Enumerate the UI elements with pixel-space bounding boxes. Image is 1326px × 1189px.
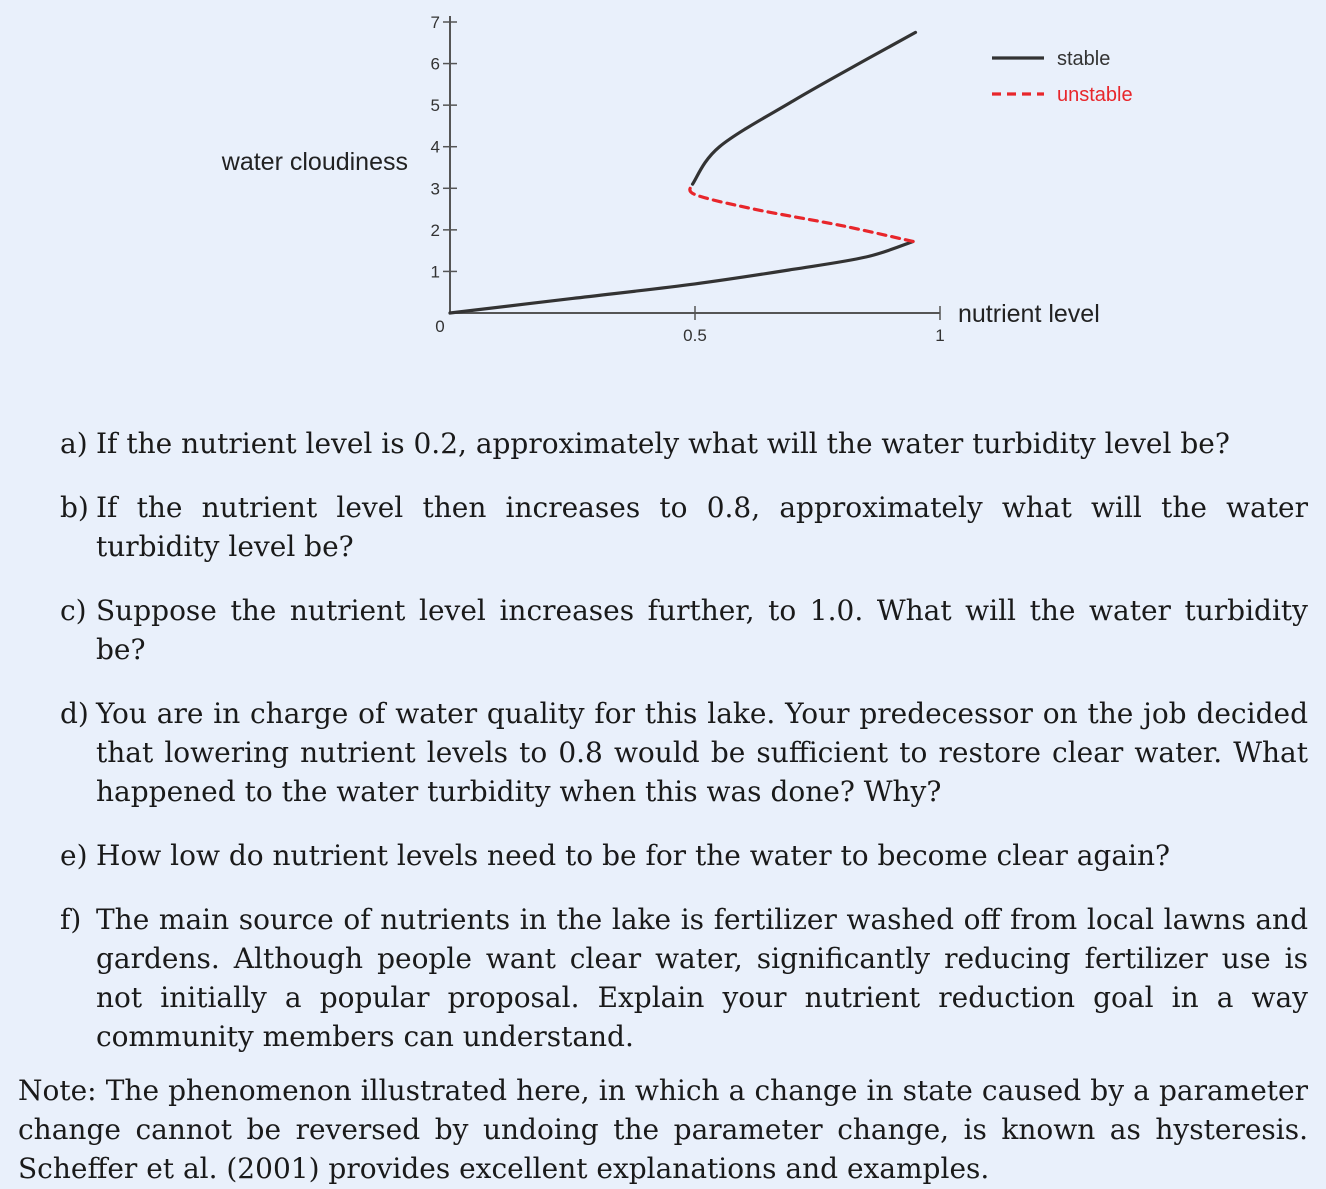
question-letter: c) <box>60 594 87 627</box>
hysteresis-chart <box>0 0 1326 360</box>
question-letter: a) <box>60 427 88 460</box>
question-letter: b) <box>60 491 89 524</box>
y-tick-label: 2 <box>430 220 440 240</box>
stable-branch-line <box>693 32 916 184</box>
unstable-branch-line <box>690 184 913 241</box>
question-item <box>46 836 1308 875</box>
stable-branch-line <box>450 241 913 313</box>
question-text: If the nutrient level then increases to 0.8, approximately what will the water turbidity level be? <box>96 491 1308 563</box>
question-letter: f) <box>60 903 82 936</box>
chart-ticks <box>431 13 945 345</box>
stable-legend-label: stable <box>1057 48 1111 70</box>
y-tick-label: 5 <box>430 96 440 116</box>
question-item <box>46 488 1308 566</box>
question-text: You are in charge of water quality for this lake. Your predecessor on the job decided that lowering nutrient levels to 0.8 would be sufficient to restore clear water. What happened to the water turbidity when this was done? Why? <box>96 697 1308 808</box>
question-item <box>46 694 1308 811</box>
y-tick-label: 7 <box>430 13 440 32</box>
question-item <box>46 424 1308 463</box>
question-text: If the nutrient level is 0.2, approximately what will the water turbidity level be? <box>96 427 1230 460</box>
question-text: The main source of nutrients in the lake is fertilizer washed off from local lawns and gardens. Although people want clear water, significantly reducing fertilizer use is not initially a popular proposal. Explain your nutrient reduction goal in a way community members can understand. <box>96 903 1308 1053</box>
x-axis-label: nutrient level <box>958 300 1100 328</box>
chart-curves <box>450 32 916 313</box>
question-letter: e) <box>60 839 88 872</box>
question-text: Suppose the nutrient level increases further, to 1.0. What will the water turbidity be? <box>96 594 1308 666</box>
question-item <box>46 900 1308 1056</box>
question-text: How low do nutrient levels need to be for the water to become clear again? <box>96 839 1171 872</box>
question-list <box>46 424 1308 1081</box>
x-tick-label: 0 <box>435 317 445 336</box>
y-axis-label: water cloudiness <box>221 148 408 176</box>
x-tick-label: 0.5 <box>683 326 707 345</box>
chart-legend <box>992 48 1133 106</box>
note-paragraph: Note: The phenomenon illustrated here, in which a change in state caused by a parameter change cannot be reversed by undoing the parameter change, is known as hysteresis. Scheffer et al. (2001) provides excellent explanations and examples. <box>18 1074 1308 1185</box>
y-tick-label: 3 <box>430 179 440 199</box>
question-letter: d) <box>60 697 89 730</box>
y-tick-label: 1 <box>430 262 440 282</box>
y-tick-label: 4 <box>430 137 440 157</box>
question-item <box>46 591 1308 669</box>
unstable-legend-label: unstable <box>1057 84 1133 106</box>
y-tick-label: 6 <box>430 54 440 74</box>
x-tick-label: 1 <box>935 326 945 345</box>
